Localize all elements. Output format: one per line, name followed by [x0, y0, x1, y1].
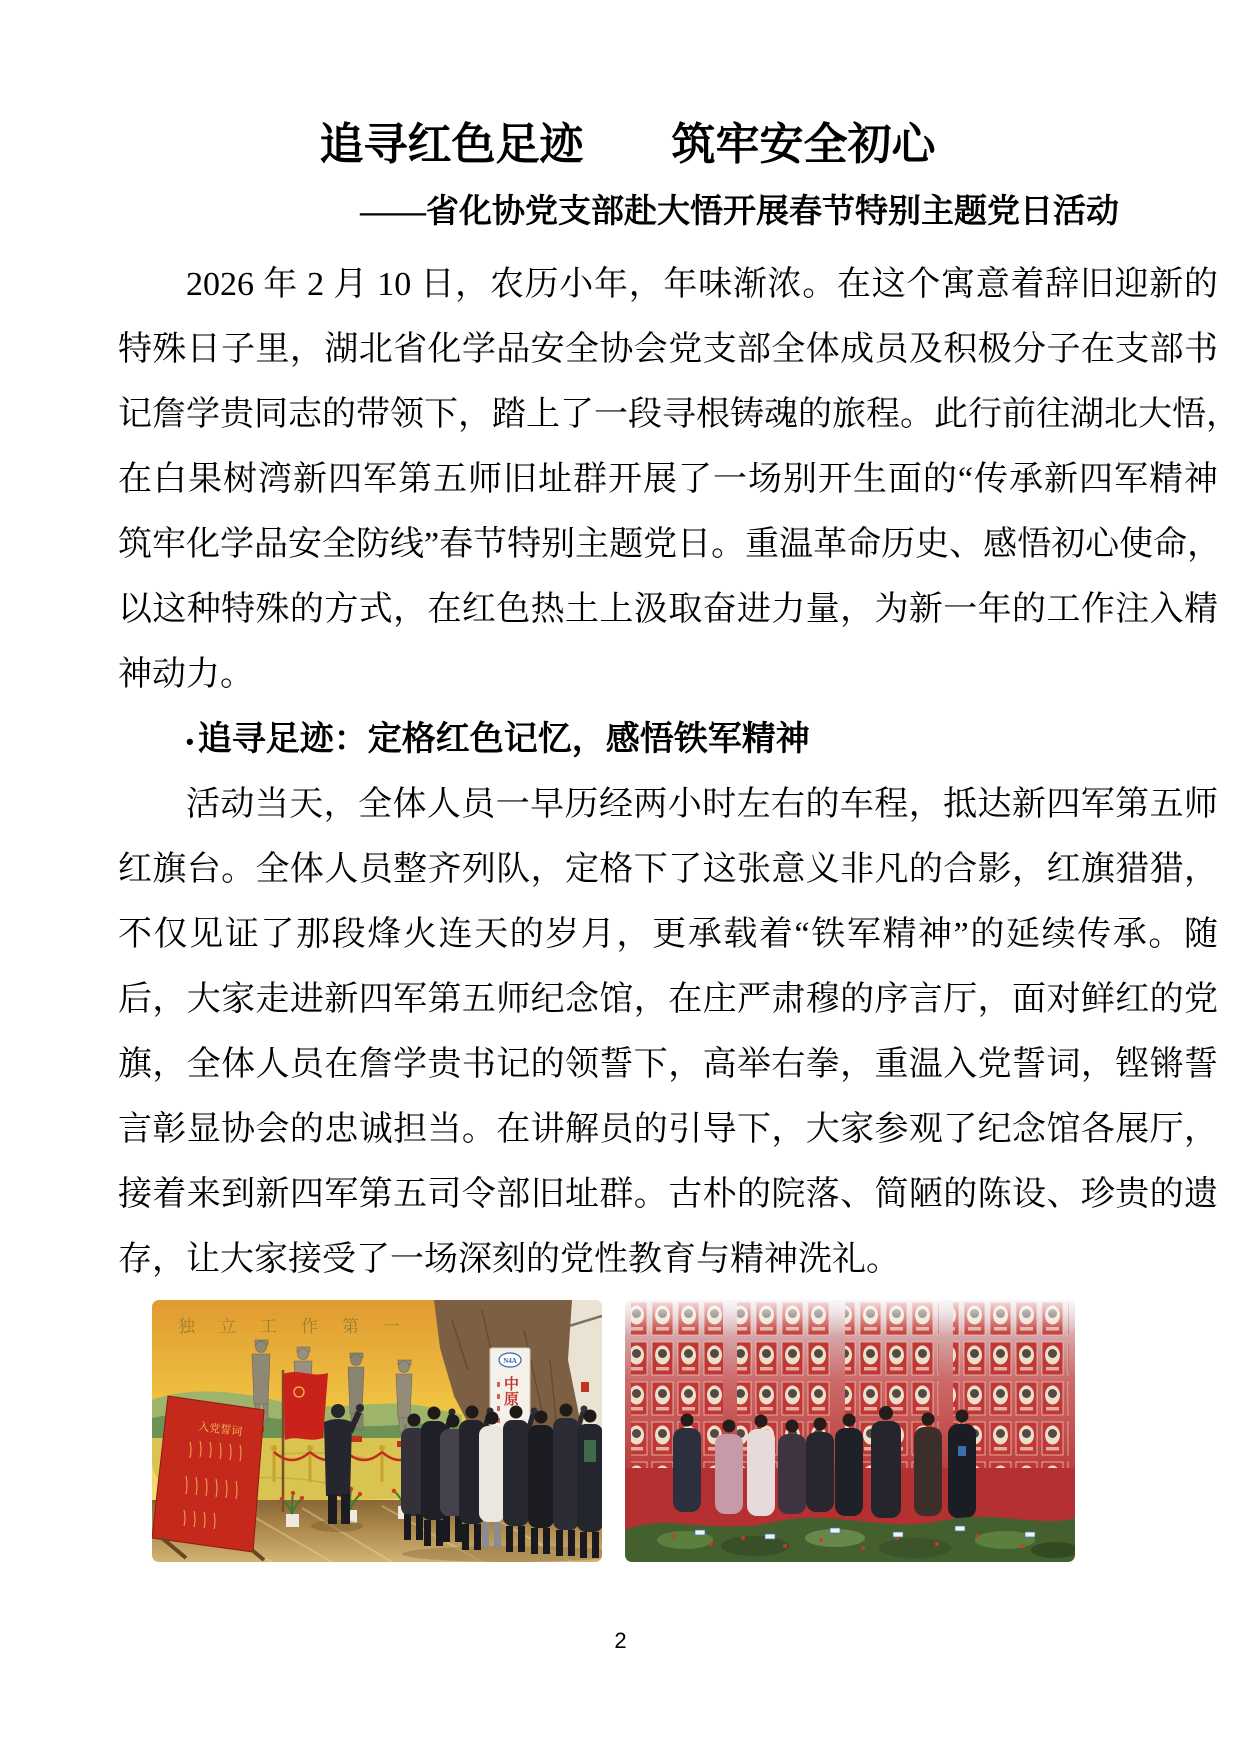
text-line: 特殊日子里，湖北省化学品安全协会党支部全体成员及积极分子在支部书	[118, 331, 1218, 368]
text-line: 神动力。	[118, 656, 254, 693]
oath-board	[152, 1396, 264, 1560]
oath-board-title: 入党誓词	[197, 1421, 243, 1439]
page-title: 追寻红色足迹 筑牢安全初心	[319, 120, 936, 169]
text-line: 存，让大家接受了一场深刻的党性教育与精神洗礼。	[118, 1241, 900, 1278]
text-line: 接着来到新四军第五司令部旧址群。古朴的院落、简陋的陈设、珍贵的遗	[118, 1176, 1218, 1213]
text-line: 活动当天，全体人员一早历经两小时左右的车程，抵达新四军第五师	[186, 786, 1218, 823]
text-line: 言彰显协会的忠诚担当。在讲解员的引导下，大家参观了纪念馆各展厅，	[118, 1111, 1218, 1148]
text-line: 以这种特殊的方式，在红色热土上汲取奋进力量，为新一年的工作注入精	[118, 591, 1218, 628]
wall-haze	[625, 1300, 1075, 1336]
photo-portrait-wall	[625, 1300, 1075, 1562]
text-line: 记詹学贵同志的带领下，踏上了一段寻根铸魂的旅程。此行前往湖北大悟，	[118, 396, 1240, 433]
oath-diorama-scene	[152, 1300, 602, 1562]
text-line: 在白果树湾新四军第五师旧址群开展了一场别开生面的“传承新四军精神	[118, 461, 1218, 498]
bullet-icon: •	[186, 728, 194, 754]
alarm-box	[581, 1382, 589, 1392]
text-line: 不仅见证了那段烽火连天的岁月，更承载着“铁军精神”的延续传承。随	[118, 916, 1218, 953]
paragraph-1	[118, 252, 1240, 707]
mural-text: 独立工作第一	[178, 1317, 424, 1336]
photo-oath-diorama	[152, 1300, 602, 1562]
text-line: 2026 年 2 月 10 日，农历小年，年味渐浓。在这个寓意着辞旧迎新的	[186, 266, 1218, 303]
text-line: 旗，全体人员在詹学贵书记的领誓下，高举右拳，重温入党誓词，铿锵誓	[118, 1046, 1218, 1083]
portrait-wall-scene	[625, 1300, 1075, 1562]
sign-text: 中原	[502, 1376, 518, 1406]
photo-row	[152, 1300, 1089, 1562]
text-line: 筑牢化学品安全防线”春节特别主题党日。重温革命历史、感悟初心使命，	[118, 526, 1222, 563]
page-number: 2	[614, 1628, 627, 1653]
sign-logo: N4A	[503, 1357, 517, 1365]
text-line: 红旗台。全体人员整齐列队，定格下了这张意义非凡的合影，红旗猎猎，	[118, 851, 1218, 888]
text-line: 后，大家走进新四军第五师纪念馆，在庄严肃穆的序言厅，面对鲜红的党	[118, 981, 1218, 1018]
paragraph-2	[118, 772, 1218, 1292]
section-heading	[186, 707, 810, 772]
section-heading-text: 追寻足迹：定格红色记忆，感悟铁军精神	[197, 720, 810, 758]
page-subtitle: ——省化协党支部赴大悟开展春节特别主题党日活动	[360, 194, 1119, 230]
